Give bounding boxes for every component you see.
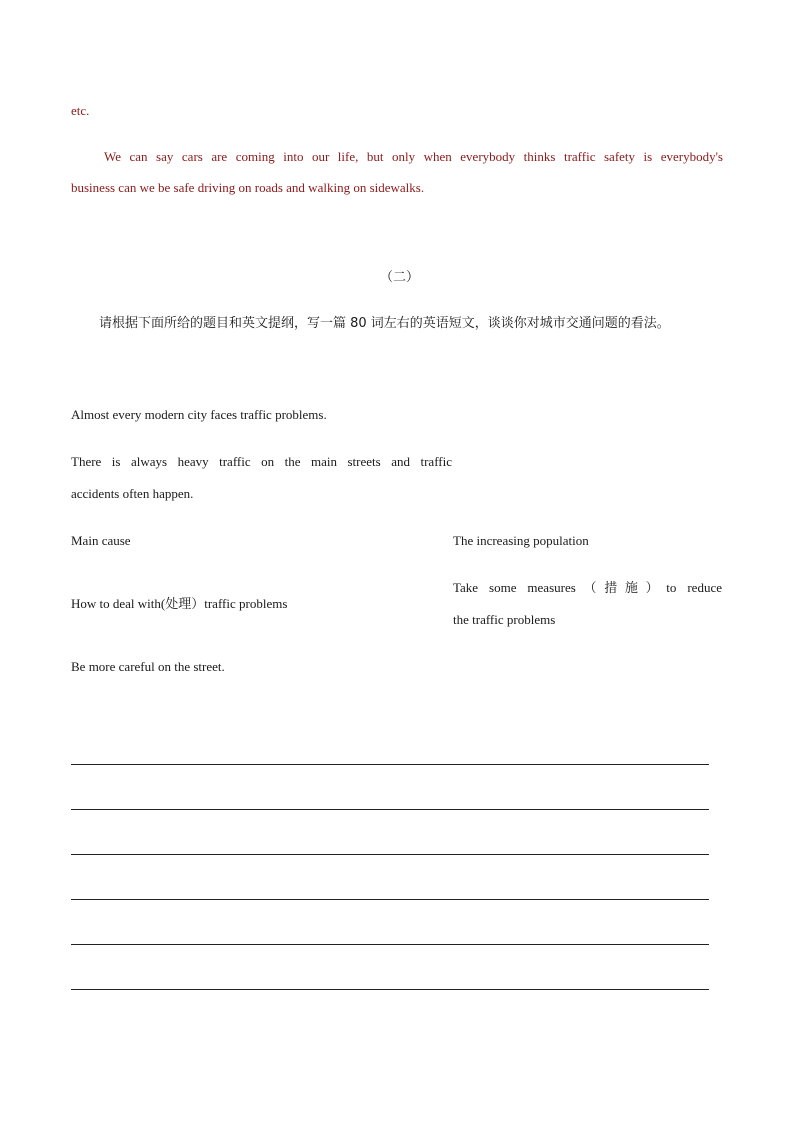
answer-line[interactable] (71, 854, 709, 855)
conclusion-line-1: We can say cars are coming into our life, but only when everybody thinks traffic safety is everybody's (104, 149, 723, 164)
outline-heavy-traffic-line-1: There is always heavy traffic on the main streets and traffic (71, 454, 452, 469)
outline-main-cause-label: Main cause (71, 533, 131, 548)
outline-careful: Be more careful on the street. (71, 659, 225, 674)
etc-text: etc. (71, 103, 90, 118)
outline-deal-value-line-1: Take some measures（措施）to reduce (453, 580, 722, 595)
answer-line[interactable] (71, 989, 709, 990)
answer-line[interactable] (71, 764, 709, 765)
answer-line[interactable] (71, 944, 709, 945)
outline-heavy-traffic-line-2: accidents often happen. (71, 486, 194, 501)
outline-main-cause-value: The increasing population (453, 533, 589, 548)
section-heading: （二） (380, 270, 420, 285)
answer-line[interactable] (71, 809, 709, 810)
outline-deal-label: How to deal with(处理）traffic problems (71, 596, 288, 611)
conclusion-line-2: business can we be safe driving on roads and walking on sidewalks. (71, 180, 425, 195)
outline-intro: Almost every modern city faces traffic problems. (71, 407, 327, 422)
outline-deal-value-line-2: the traffic problems (453, 612, 556, 627)
writing-instruction: 请根据下面所给的题目和英文提纲，写一篇 80 词左右的英语短文，谈谈你对城市交通问题的看法。 (99, 316, 670, 331)
answer-line[interactable] (71, 899, 709, 900)
